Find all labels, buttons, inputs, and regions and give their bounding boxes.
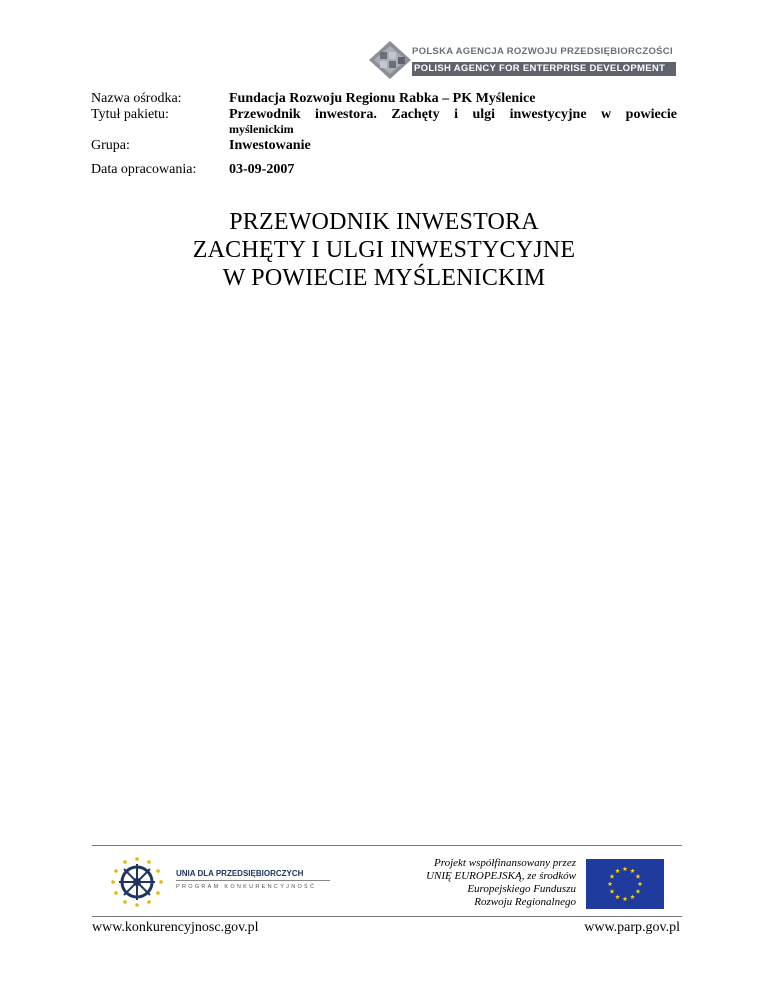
parp-logo-line2: POLISH AGENCY FOR ENTERPRISE DEVELOPMENT: [412, 62, 676, 76]
eu-text-line2: UNIĘ EUROPEJSKĄ, ze środków: [426, 870, 576, 882]
footer-link-parp[interactable]: www.parp.gov.pl: [584, 920, 680, 935]
document-title: [0, 208, 768, 292]
unia-title: UNIA DLA PRZEDSIĘBIORCZYCH: [176, 869, 304, 878]
eu-text-line4: Rozwoju Regionalnego: [474, 896, 576, 908]
meta-label-data: Data opracowania:: [91, 162, 197, 177]
meta-value-tytul-line1: Przewodnik inwestora. Zachęty i ulgi inwestycyjne w powiecie: [229, 107, 677, 122]
eu-text-line1: Projekt współfinansowany przez: [434, 857, 576, 869]
parp-logo: [368, 40, 676, 80]
title-line1: PRZEWODNIK INWESTORA: [229, 209, 539, 235]
unia-underline: [176, 880, 330, 881]
footer-divider-bottom: [92, 916, 682, 917]
meta-label-grupa: Grupa:: [91, 138, 130, 153]
ship-wheel-stars-icon: [108, 856, 166, 908]
meta-value-data: 03-09-2007: [229, 162, 295, 177]
footer-link-konkurencyjnosc[interactable]: www.konkurencyjnosc.gov.pl: [92, 920, 259, 935]
eu-flag-icon: [586, 859, 664, 909]
meta-label-nazwa: Nazwa ośrodka:: [91, 91, 182, 106]
parp-logo-icon: [368, 40, 412, 80]
parp-logo-line1: POLSKA AGENCJA ROZWOJU PRZEDSIĘBIORCZOŚCI: [412, 46, 673, 57]
footer-divider-top: [92, 845, 682, 846]
unia-subtitle: PROGRAM KONKURENCYJNOŚĆ: [176, 884, 317, 890]
meta-label-tytul: Tytuł pakietu:: [91, 107, 169, 122]
eu-text-line3: Europejskiego Funduszu: [467, 883, 576, 895]
eu-cofinancing-note: [398, 857, 576, 909]
title-line3: W POWIECIE MYŚLENICKIM: [222, 265, 546, 291]
unia-logo: [108, 856, 332, 908]
title-line2: ZACHĘTY I ULGI INWESTYCYJNE: [192, 237, 576, 263]
meta-value-tytul-line2: myślenickim: [229, 122, 294, 136]
meta-value-grupa: Inwestowanie: [229, 138, 311, 153]
meta-value-nazwa: Fundacja Rozwoju Regionu Rabka – PK Myślenice: [229, 91, 536, 106]
